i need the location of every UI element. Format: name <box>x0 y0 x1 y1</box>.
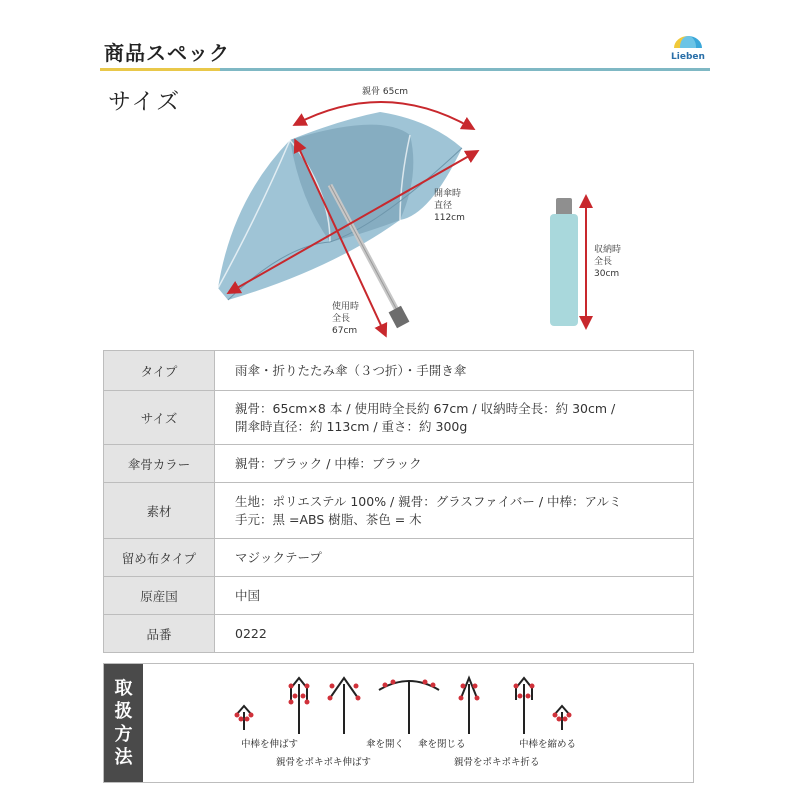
spec-table <box>103 350 694 653</box>
spec-key: 素材 <box>104 483 215 539</box>
table-row <box>104 445 694 483</box>
step-label-close: 傘を閉じる <box>418 739 466 750</box>
folded-umbrella-small-icon <box>235 706 254 730</box>
ribs-fold-icon <box>514 678 535 734</box>
spec-value: 雨傘・折りたたみ傘（３つ折）・手開き傘 <box>215 351 694 391</box>
table-row <box>104 483 694 539</box>
spec-value: 親骨：65cm×8 本 / 使用時全長約 67cm / 収納時全長：約 30cm / 開傘時直径：約 113cm / 重さ：約 300g <box>215 391 694 445</box>
step-label-extend-shaft: 中棒を伸ばす <box>241 739 299 750</box>
shaft-shrink-icon <box>553 706 572 730</box>
closing-umbrella-icon <box>459 678 480 734</box>
spec-key: 傘骨カラー <box>104 445 215 483</box>
open-umbrella-icon <box>218 112 462 328</box>
table-row <box>104 615 694 653</box>
extended-shaft-icon <box>289 678 310 734</box>
handling-section <box>103 663 694 783</box>
spec-key: 品番 <box>104 615 215 653</box>
open-umbrella-step-icon <box>379 680 439 735</box>
spec-key: タイプ <box>104 351 215 391</box>
open-length-label: 使用時 全長 67cm <box>332 302 360 336</box>
spec-key: サイズ <box>104 391 215 445</box>
folded-umbrella-icon <box>550 198 578 326</box>
spec-value: マジックテープ <box>215 539 694 577</box>
step-label-extend-ribs: 親骨をポキポキ伸ばす <box>276 757 372 768</box>
size-heading: サイズ <box>108 89 182 115</box>
handling-title: 取 扱 方 法 <box>104 664 143 782</box>
spec-key: 留め布タイプ <box>104 539 215 577</box>
table-row <box>104 577 694 615</box>
table-row <box>104 391 694 445</box>
step-label-shrink-shaft: 中棒を縮める <box>519 739 577 750</box>
folded-length-label: 収納時 全長 30cm <box>594 245 622 279</box>
spec-value: 中国 <box>215 577 694 615</box>
page-title: 商品スペック <box>104 41 230 65</box>
handling-steps-diagram <box>144 664 693 782</box>
spec-key: 原産国 <box>104 577 215 615</box>
step-label-open: 傘を開く <box>366 739 405 750</box>
spec-value: 親骨：ブラック / 中棒：ブラック <box>215 445 694 483</box>
ribs-extend-icon <box>328 678 361 734</box>
spec-value: 生地：ポリエステル 100% / 親骨：グラスファイバー / 中棒：アルミ 手元：黒 =ABS 樹脂、茶色 = 木 <box>215 483 694 539</box>
spec-value: 0222 <box>215 615 694 653</box>
step-label-fold-ribs: 親骨をポキポキ折る <box>454 757 540 768</box>
open-diameter-label: 開傘時 直径 112cm <box>434 189 465 223</box>
table-row <box>104 351 694 391</box>
logo-text: Lieben <box>671 52 705 62</box>
rib-length-label: 親骨 65cm <box>362 87 409 97</box>
umbrella-size-diagram <box>0 0 800 345</box>
table-row <box>104 539 694 577</box>
